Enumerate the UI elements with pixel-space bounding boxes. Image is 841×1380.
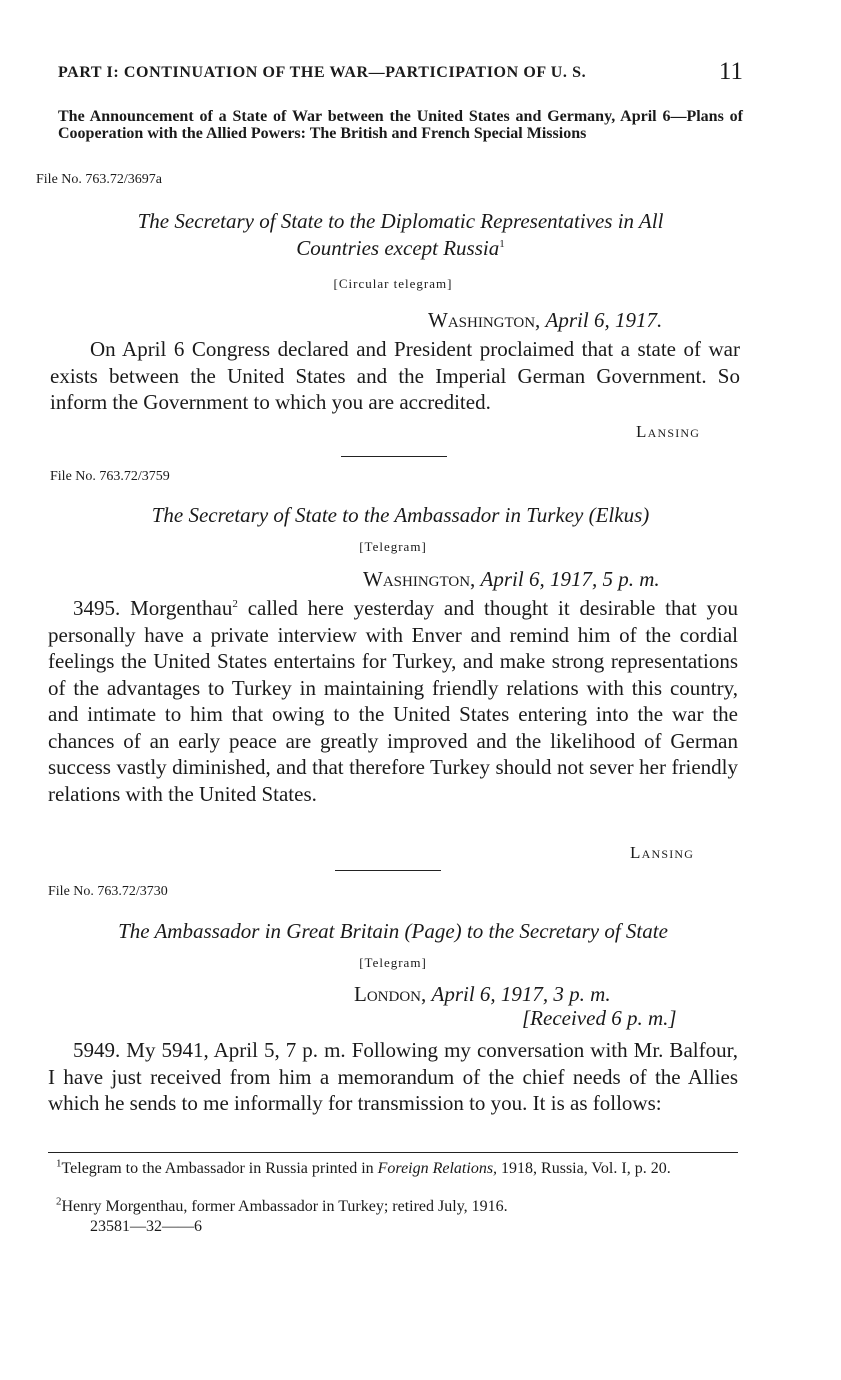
footnote-text: Henry Morgenthau, former Ambassador in Turkey; retired July, 1916.	[61, 1198, 508, 1215]
dateline-place: London,	[354, 982, 427, 1006]
telegram-type: [Telegram]	[359, 955, 427, 970]
telegram-type: [Telegram]	[359, 539, 427, 554]
divider	[341, 456, 447, 457]
footnote-marker: 1	[56, 1157, 62, 1170]
signature: Lansing	[630, 843, 695, 862]
file-number: File No. 763.72/3759	[50, 469, 170, 484]
received-note: [Received 6 p. m.]	[522, 1006, 677, 1030]
footnote-ref: 1	[499, 238, 505, 250]
file-number: File No. 763.72/3697a	[36, 172, 162, 187]
section-heading: The Announcement of a State of War between the United States and Germany, April 6—Plans of Cooperation with the Allied Powers: The British and French Special Missions	[58, 108, 743, 142]
document-title: The Ambassador in Great Britain (Page) to the Secretary of State	[118, 919, 668, 943]
telegram-type: [Circular telegram]	[333, 276, 453, 291]
dateline	[354, 982, 611, 1007]
footnote-text-tail: 1918, Russia, Vol. I, p. 20.	[501, 1160, 671, 1177]
document-title	[58, 208, 743, 262]
title-text: Countries except Russia	[296, 236, 500, 260]
dateline-place: Washington,	[428, 308, 541, 332]
footnote-text: Telegram to the Ambassador in Russia printed in	[61, 1160, 374, 1177]
footnote-marker: 2	[56, 1195, 62, 1208]
divider	[335, 870, 441, 871]
dateline-date: April 6, 1917, 3 p. m.	[431, 982, 611, 1006]
dateline	[363, 567, 660, 592]
signature: Lansing	[636, 422, 701, 441]
telegram-body: 5949. My 5941, April 5, 7 p. m. Following my conversation with Mr. Balfour, I have just received from him a memorandum of the chief needs of the Allies which he sends to me informally for transmission to you. It is as follows:	[48, 1038, 738, 1115]
file-number: File No. 763.72/3730	[48, 884, 168, 899]
footnote-ref: 2	[232, 598, 238, 610]
dateline-date: April 6, 1917, 5 p. m.	[480, 567, 660, 591]
footnote	[48, 1157, 736, 1177]
dateline-date: April 6, 1917.	[545, 308, 663, 332]
footnote	[56, 1195, 736, 1215]
telegram-number: 3495. Morgenthau	[73, 596, 233, 620]
telegram-body: On April 6 Congress declared and President proclaimed that a state of war exists between the United States and the Imperial German Government. So inform the Government to which you are accredited.	[50, 337, 740, 414]
dateline-place: Washington,	[363, 567, 476, 591]
title-line: The Secretary of State to the Diplomatic Representatives in All	[137, 209, 664, 233]
running-head-text: PART I: CONTINUATION OF THE WAR—PARTICIPATION OF U. S.	[58, 64, 587, 81]
footnote-italic: Foreign Relations,	[377, 1160, 498, 1177]
title-line-2	[58, 235, 743, 262]
dateline	[428, 308, 662, 333]
footnote-rule	[48, 1152, 738, 1153]
running-head	[58, 58, 743, 85]
page-number: 11	[718, 58, 743, 85]
document-title: The Secretary of State to the Ambassador in Turkey (Elkus)	[151, 503, 650, 527]
telegram-text: called here yesterday and thought it desirable that you personally have a private interview with Enver and remind him of the cordial feelings the United States entertains for Turkey, and make strong representations of the advantages to Turkey in maintaining friendly relations with this country, and intimate to him that owing to the United States entering into the war the chances of an early peace are greatly improved and the likelihood of German success vastly diminished, and that therefore Turkey should not sever her friendly relations with the United States.	[48, 596, 738, 806]
printer-mark: 23581—32——6	[90, 1218, 202, 1235]
telegram-body	[48, 595, 738, 807]
